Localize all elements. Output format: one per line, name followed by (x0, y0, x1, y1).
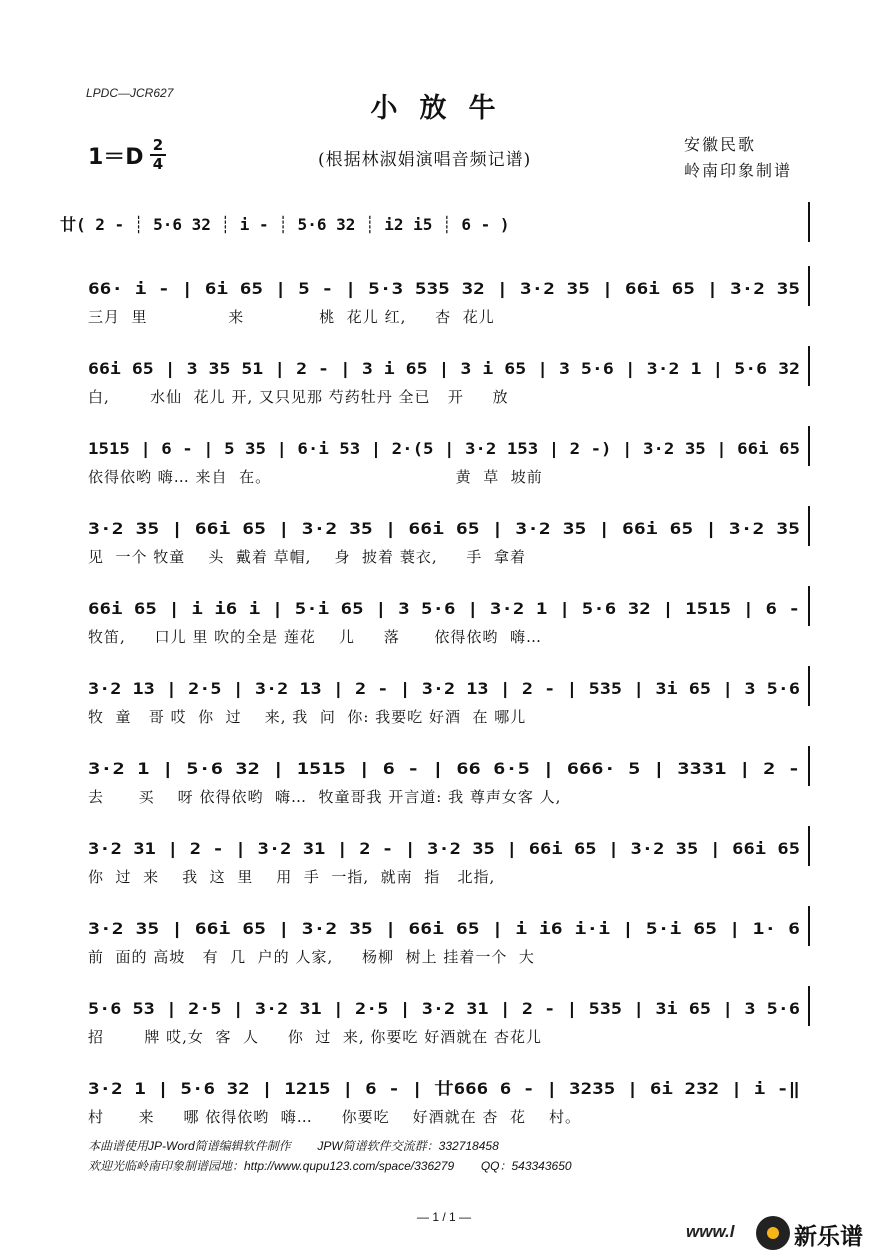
time-signature-bottom: 4 (152, 155, 164, 173)
document-id: LPDC—JCR627 (86, 86, 174, 100)
score-line (88, 906, 810, 946)
score-line-svg (88, 586, 808, 626)
score-line (88, 426, 810, 466)
time-signature (150, 138, 166, 172)
lyric-line: 见 一个 牧童 头 戴着 草帽, 身 披着 蓑衣, 手 拿着 (88, 548, 526, 566)
score-line-svg (88, 666, 808, 706)
footer-software: 本曲谱使用JP-Word简谱编辑软件制作 JPW简谱软件交流群：332718458 (88, 1139, 499, 1153)
record-disc-icon (756, 1216, 790, 1250)
lyric-line: 牧笛, 口儿 里 吹的全是 莲花 儿 落 依得依哟 嗨… (88, 628, 542, 646)
score-line (88, 746, 810, 786)
notation-line: 1515 | 6 - | 5 35 | 6·i 53 | 2·(5 | 3·2 153 | 2 -) | 3·2 35 | 66i 65 (88, 439, 744, 458)
score-line-svg (88, 986, 808, 1026)
lyric-line: 三月 里 来 桃 花儿 红, 杏 花儿 (88, 308, 495, 326)
score-line (88, 1066, 808, 1106)
score-line (88, 506, 810, 546)
notation-line: 3·2 35 | 66i 65 | 3·2 35 | 66i 65 | i i6 i·i | 5·i 65 | 1· 6 (88, 919, 666, 938)
song-title: 小放牛 (370, 93, 518, 124)
score-line-svg (88, 346, 808, 386)
score-line (88, 266, 810, 306)
lyric-line: 村 来 哪 依得依哟 嗨… 你要吃 好酒就在 杏 花 村。 (88, 1108, 582, 1126)
key-signature: 1＝D (88, 145, 144, 170)
score-line-svg (88, 426, 808, 466)
lyric-line: 依得依哟 嗨… 来自 在。 黄 草 坡前 (88, 468, 543, 486)
notation-line: 3·2 31 | 2 - | 3·2 31 | 2 - | 3·2 35 | 66i 65 | 3·2 35 | 66i 65 (88, 839, 695, 858)
score-line-svg (88, 746, 808, 786)
lyric-line: 白, 水仙 花儿 开, 又只见那 芍药牡丹 全已 开 放 (88, 388, 509, 406)
score-line-svg (88, 506, 808, 546)
score-line-svg (88, 826, 808, 866)
notation-line: 3·2 13 | 2·5 | 3·2 13 | 2 - | 3·2 13 | 2 - | 535 | 3i 65 | 3 5·6 (88, 679, 705, 698)
arranger-credit: 岭南印象制谱 (684, 161, 793, 180)
score-line (88, 346, 810, 386)
notation-line: 66i 65 | 3 35 51 | 2 - | 3 i 65 | 3 i 65 | 3 5·6 | 3·2 1 | 5·6 32 (88, 359, 715, 378)
lyric-line: 去 买 呀 依得依哟 嗨… 牧童哥我 开言道: 我 尊声女客 人, (88, 788, 562, 806)
footer-website: 欢迎光临岭南印象制谱园地：http://www.qupu123.com/space/336279 QQ：543343650 (88, 1159, 572, 1173)
watermark-brand: 新乐谱 (794, 1224, 863, 1250)
notation-line: 66· i - | 6i 65 | 5 - | 5·3 535 32 | 3·2 35 | 66i 65 | 3·2 35 (88, 279, 676, 298)
lyric-line: 前 面的 高坡 有 几 户的 人家, 杨柳 树上 挂着一个 大 (88, 948, 535, 966)
intro-notation-svg (60, 202, 808, 242)
score-line-svg (88, 266, 808, 306)
intro-staff (60, 202, 810, 242)
page-number: — 1 / 1 — (416, 1210, 472, 1224)
lyric-line: 你 过 来 我 这 里 用 手 一指, 就南 指 北指, (88, 868, 496, 886)
notation-line: 3·2 35 | 66i 65 | 3·2 35 | 66i 65 | 3·2 35 | 66i 65 | 3·2 35 (88, 519, 666, 538)
score-line (88, 826, 810, 866)
time-signature-top: 2 (152, 136, 164, 154)
subtitle: (根据林淑娟演唱音频记谱) (318, 150, 532, 170)
score-line-svg (88, 906, 808, 946)
score-line (88, 986, 810, 1026)
intro-notation: 廿( 2 - ┊ 5·6 32 ┊ i - ┊ 5·6 32 ┊ i2 i5 ┊ 6 - ) (60, 215, 510, 234)
origin-credit: 安徽民歌 (684, 135, 757, 154)
lyric-line: 招 牌 哎,女 客 人 你 过 来, 你要吃 好酒就在 杏花儿 (88, 1028, 542, 1046)
lyric-line: 牧 童 哥 哎 你 过 来, 我 问 你: 我要吃 好酒 在 哪儿 (88, 708, 527, 726)
score-line (88, 666, 810, 706)
watermark (686, 1216, 886, 1252)
notation-line: 5·6 53 | 2·5 | 3·2 31 | 2·5 | 3·2 31 | 2 - | 535 | 3i 65 | 3 5·6 (88, 999, 705, 1018)
score-line (88, 586, 810, 626)
notation-line: 3·2 1 | 5·6 32 | 1515 | 6 - | 66 6·5 | 666· 5 | 3331 | 2 - (88, 759, 647, 778)
notation-line: 66i 65 | i i6 i | 5·i 65 | 3 5·6 | 3·2 1 | 5·6 32 | 1515 | 6 - (88, 599, 686, 618)
score-line-svg (88, 1066, 808, 1106)
notation-line: 3·2 1 | 5·6 32 | 1215 | 6 - | 廿666 6 - | 3235 | 6i 232 | i -‖ (88, 1079, 682, 1098)
watermark-url: www.l (686, 1222, 735, 1241)
